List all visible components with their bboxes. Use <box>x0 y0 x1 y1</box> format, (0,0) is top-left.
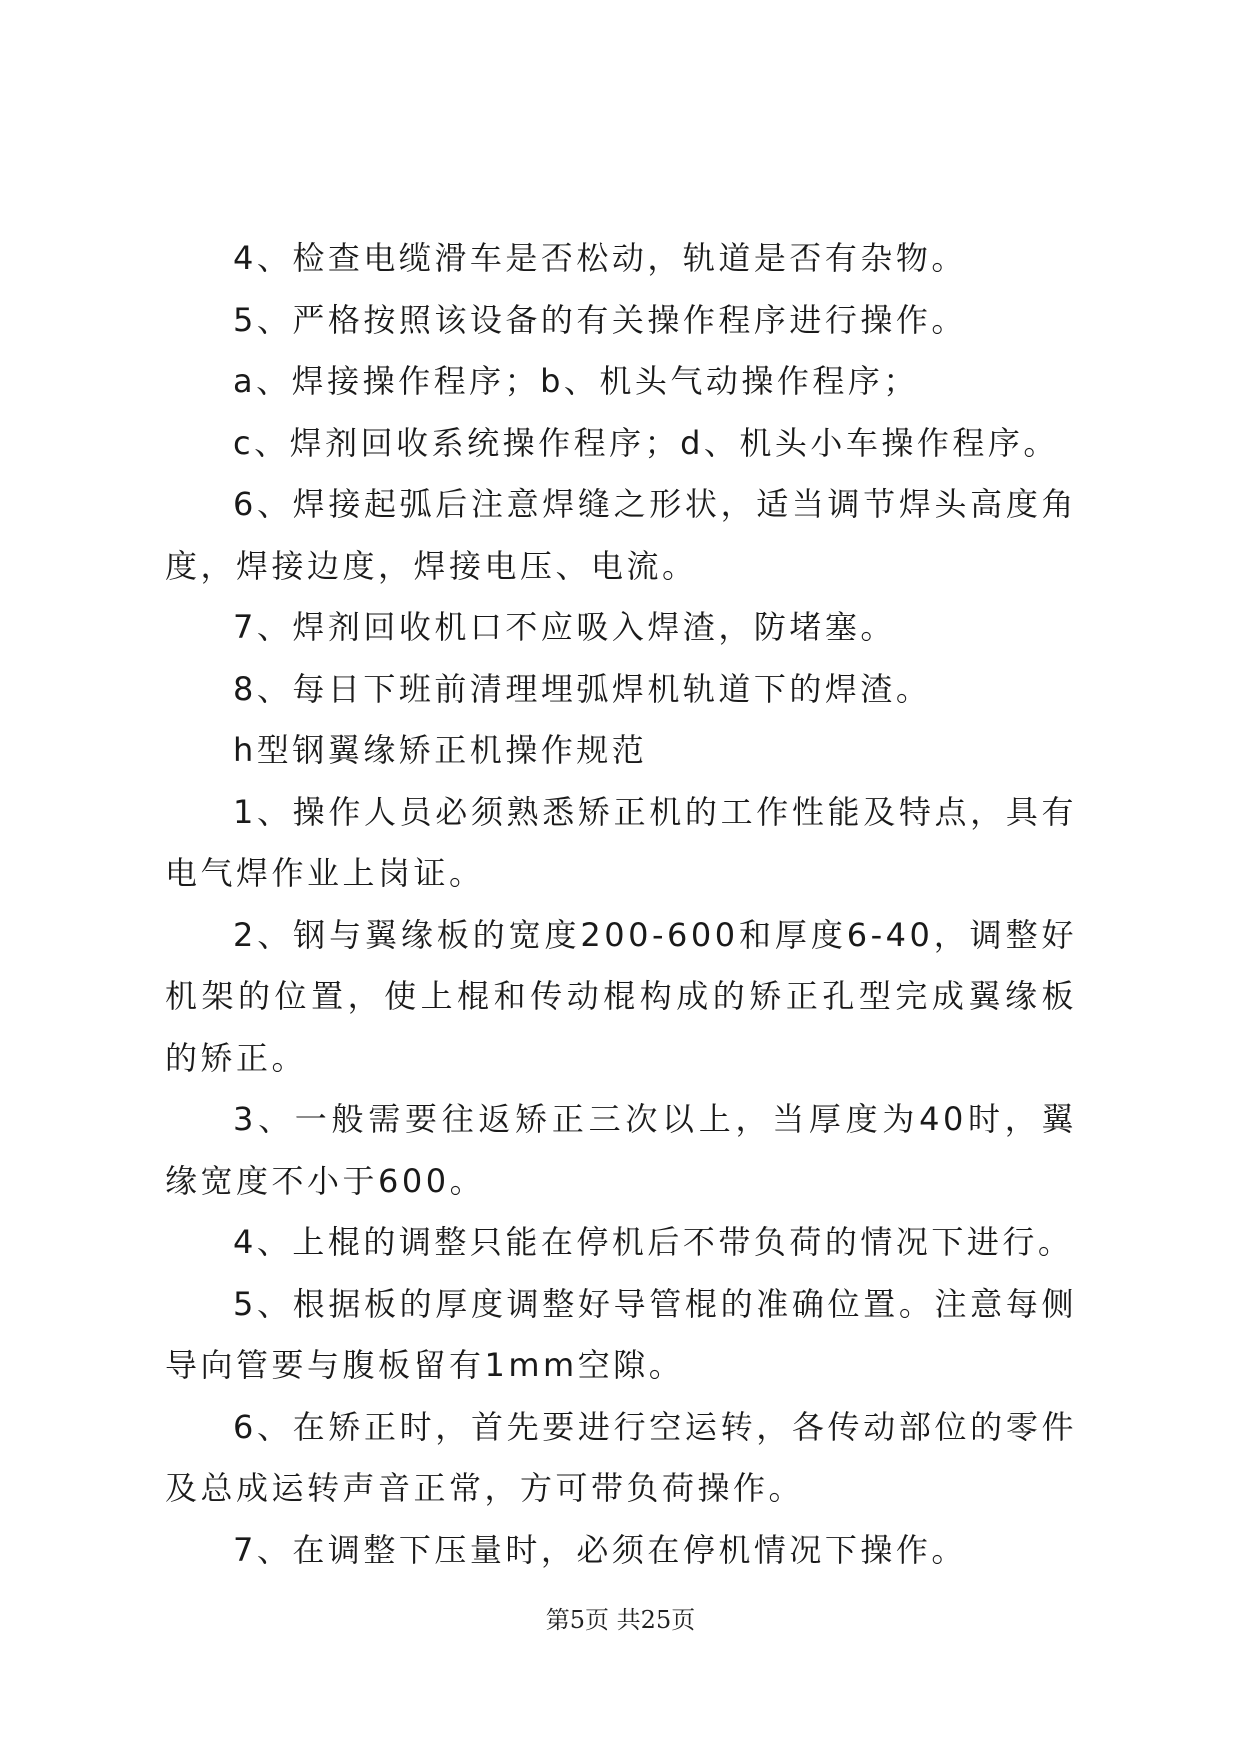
paragraph-operator-qualification: 1、操作人员必须熟悉矫正机的工作性能及特点，具有电气焊作业上岗证。 <box>165 792 1077 892</box>
paragraph-daily-cleaning: 8、每日下班前清理埋弧焊机轨道下的焊渣。 <box>233 669 932 708</box>
paragraph-press-adjust: 7、在调整下压量时，必须在停机情况下操作。 <box>233 1530 967 1569</box>
paragraph-procedures-c-d: c、焊剂回收系统操作程序；d、机头小车操作程序。 <box>233 423 1059 462</box>
paragraph-guide-roller-position: 5、根据板的厚度调整好导管棍的准确位置。注意每侧导向管要与腹板留有1mm空隙。 <box>165 1284 1077 1384</box>
paragraph-follow-procedures: 5、严格按照该设备的有关操作程序进行操作。 <box>233 300 967 339</box>
paragraph-repeat-straightening: 3、一般需要往返矫正三次以上，当厚度为40时，翼缘宽度不小于600。 <box>165 1100 1077 1200</box>
document-body <box>165 228 1077 1581</box>
paragraph-check-cable-trolley: 4、检查电缆滑车是否松动，轨道是否有杂物。 <box>233 239 967 277</box>
paragraph-procedures-a-b: a、焊接操作程序；b、机头气动操作程序； <box>233 362 919 400</box>
page-footer <box>0 1604 1241 1636</box>
paragraph-idle-run: 6、在矫正时，首先要进行空运转，各传动部位的零件及总成运转声音正常，方可带负荷操作。 <box>165 1407 1077 1507</box>
page-number-label: 第5页 共25页 <box>545 1606 696 1634</box>
paragraph-flux-recovery: 7、焊剂回收机口不应吸入焊渣，防堵塞。 <box>233 608 896 646</box>
paragraph-flange-dimensions: 2、钢与翼缘板的宽度200-600和厚度6-40，调整好机架的位置，使上棍和传动棍构成的矫正孔型完成翼缘板的矫正。 <box>165 915 1077 1077</box>
section-heading-straightener: h型钢翼缘矫正机操作规范 <box>233 731 648 769</box>
paragraph-arc-start-adjust: 6、焊接起弧后注意焊缝之形状，适当调节焊头高度角度，焊接边度，焊接电压、电流。 <box>165 485 1077 585</box>
paragraph-upper-roller-adjust: 4、上棍的调整只能在停机后不带负荷的情况下进行。 <box>233 1223 1074 1261</box>
